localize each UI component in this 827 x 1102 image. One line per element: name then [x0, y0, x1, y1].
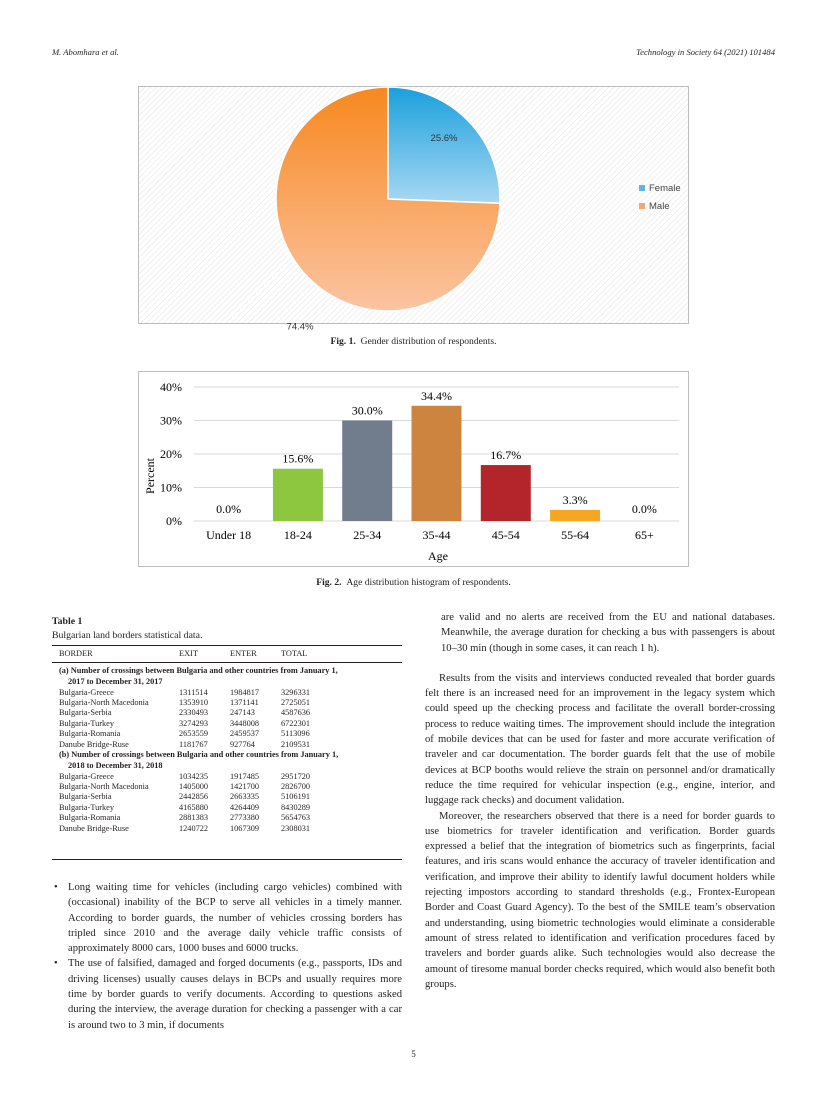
bar-55-64 [550, 510, 600, 521]
number-cell: 5113096 [281, 729, 310, 739]
column-header: ENTER [230, 649, 257, 658]
table-row [59, 719, 341, 729]
age-bar-chart [139, 372, 688, 566]
pie-label-female: 25.6% [430, 132, 458, 144]
number-cell: 1421700 [230, 782, 260, 792]
gender-pie-chart [139, 87, 688, 333]
border-cell: Bulgaria-Greece [59, 771, 114, 781]
column-header: EXIT [179, 649, 198, 658]
number-cell: 8430289 [281, 802, 311, 812]
bar-value-label: 15.6% [282, 451, 314, 466]
figure-2-frame [138, 371, 689, 567]
table-row [59, 792, 341, 802]
right-column-text [425, 610, 775, 992]
section-a-line-2: 2017 to December 31, 2017 [68, 676, 163, 686]
bar-value-label: 30.0% [351, 403, 383, 418]
running-header-authors: M. Abomhara et al. [52, 47, 119, 57]
table-header-rule [52, 662, 402, 663]
number-cell: 1984817 [230, 687, 260, 697]
figure-1-caption [0, 336, 827, 347]
running-header-journal: Technology in Society 64 (2021) 101484 [636, 47, 775, 57]
table-header-row [59, 649, 341, 659]
border-cell: Bulgaria-Romania [59, 729, 121, 739]
y-axis-label: Percent [143, 458, 157, 494]
page-number: 5 [411, 1049, 416, 1059]
number-cell: 1240722 [179, 823, 209, 833]
figure-1-caption-text: Gender distribution of respondents. [360, 336, 497, 347]
x-tick-label: 35-44 [422, 528, 451, 542]
section-b-line-2: 2018 to December 31, 2018 [68, 760, 163, 770]
bullet-icon: • [54, 958, 58, 970]
number-cell: 5106191 [281, 792, 311, 802]
table-row [59, 688, 341, 698]
column-header: BORDER [59, 649, 93, 658]
border-cell: Bulgaria-North Macedonia [59, 782, 149, 792]
table-section-b [59, 772, 341, 834]
number-cell: 3274293 [179, 718, 209, 728]
pie-label-male: 74.4% [286, 321, 314, 333]
table-row [59, 772, 341, 782]
border-cell: Bulgaria-North Macedonia [59, 698, 149, 707]
bullet-text: The use of falsified, damaged and forged documents (e.g., passports, IDs and driving licenses) usually causes delays in BCPs and usually requires more time by border guards to verify documents. According to questions asked during the interview, the average duration for checking a passenger with a car is around two to 3 min, if documents [68, 958, 402, 1031]
x-tick-label: 25-34 [353, 528, 382, 542]
table-row [59, 824, 341, 834]
table-row [59, 698, 341, 708]
y-tick-label: 30% [160, 413, 182, 428]
table-section-a-heading [59, 666, 399, 688]
y-tick-label: 0% [166, 514, 182, 528]
figure-2-caption-text: Age distribution histogram of respondents. [346, 577, 511, 588]
number-cell: 1353910 [179, 698, 209, 707]
number-cell: 4587636 [281, 708, 311, 718]
table-bottom-rule [52, 859, 402, 860]
legend-swatch-female [639, 185, 645, 191]
border-cell: Bulgaria-Romania [59, 813, 121, 823]
x-axis-label: Age [428, 549, 448, 563]
bullet-item [52, 956, 402, 1032]
legend-label-female: Female [649, 183, 681, 194]
number-cell: 4165880 [179, 802, 209, 812]
left-column-text [52, 880, 402, 1033]
table-top-rule [52, 645, 402, 646]
number-cell: 247143 [230, 708, 255, 718]
y-tick-label: 10% [160, 480, 182, 495]
border-cell: Danube Bridge-Ruse [59, 823, 129, 833]
figure-2-label: Fig. 2. [316, 577, 342, 588]
number-cell: 1917485 [230, 771, 260, 781]
section-a-line-1: (a) Number of crossings between Bulgaria and other countries from January 1, [59, 666, 338, 675]
table-1 [59, 649, 341, 659]
number-cell: 4264409 [230, 802, 260, 812]
table-row [59, 729, 341, 739]
x-tick-label: Under 18 [206, 528, 252, 542]
bullet-item [52, 880, 402, 956]
legend-swatch-male [639, 203, 645, 209]
number-cell: 2826700 [281, 782, 311, 792]
bullet-icon: • [54, 882, 58, 893]
table-row [59, 782, 341, 792]
paragraph-results: Results from the visits and interviews conducted revealed that border guards felt there is an increased need for an improvement in the legacy system which could speed up the checking process and facilitate the overall border-crossing process to reduce waiting times. The improvement should include the integration of mobile devices that can be used for faster and more accurate verification of traveler and car documentation. The border guards felt that the use of mobile devices at BCP booths would relieve the strain on personnel and/or dramatically reduce the time required for vehicular inspection (e.g., engine, interior, and luggage rack checks) and document validation. [425, 672, 775, 807]
paragraph-biometrics: Moreover, the researchers observed that there is a need for border guards to use biometrics for traveler identification and verification. Border guards expressed a belief that the integration of biometrics such as fingerprints, facial features, and iris scans would enhance the accuracy of traveler identification and verification, and improve their ability to identify lawful document holders while rejecting impostors according to standard thresholds (e.g., Frontex-European Border and Coast Guard Agency). To the best of the SMILE team’s observation and understanding, using biometric technologies would eliminate a considerable amount of stress related to identification and verification procedures faced by travelers and border guards alike. Such technologies would also decrease the amount of tiresome manual border checks required, which would also benefit both groups. [425, 810, 775, 990]
table-row [59, 740, 341, 750]
bar-value-label: 0.0% [631, 502, 657, 516]
number-cell: 1371141 [230, 698, 259, 707]
border-cell: Bulgaria-Turkey [59, 802, 114, 812]
number-cell: 6722301 [281, 718, 311, 728]
number-cell: 1405000 [179, 782, 209, 792]
number-cell: 2881383 [179, 813, 209, 823]
column-header: TOTAL [281, 649, 308, 658]
number-cell: 1181767 [179, 739, 208, 749]
table-1-body [59, 666, 399, 834]
number-cell: 3296331 [281, 687, 311, 697]
bar-value-label: 34.4% [421, 388, 452, 403]
y-tick-label: 20% [160, 447, 182, 461]
bar-35-44 [412, 406, 462, 521]
border-cell: Danube Bridge-Ruse [59, 739, 129, 749]
table-section-b-heading [59, 750, 399, 772]
x-tick-label: 65+ [634, 528, 654, 542]
number-cell: 2109531 [281, 739, 311, 749]
table-1-subtitle: Bulgarian land borders statistical data. [52, 630, 203, 641]
bar-45-54 [481, 465, 531, 521]
number-cell: 2725051 [281, 698, 311, 707]
table-row [59, 708, 341, 718]
number-cell: 2773380 [230, 813, 260, 823]
number-cell: 5654763 [281, 813, 311, 823]
border-cell: Bulgaria-Serbia [59, 792, 112, 802]
bar-18-24 [273, 469, 323, 521]
border-cell: Bulgaria-Serbia [59, 708, 112, 718]
number-cell: 2442856 [179, 792, 209, 802]
number-cell: 2459537 [230, 729, 260, 739]
bar-value-label: 3.3% [562, 492, 588, 507]
number-cell: 1034235 [179, 771, 209, 781]
section-b-line-1: (b) Number of crossings between Bulgaria and other countries from January 1, [59, 750, 339, 760]
number-cell: 2330493 [179, 708, 209, 718]
bar-25-34 [342, 421, 392, 522]
x-tick-label: 18-24 [283, 528, 312, 542]
number-cell: 2663335 [230, 792, 260, 802]
figure-1-label: Fig. 1. [330, 336, 356, 347]
figure-2-caption [0, 577, 827, 588]
number-cell: 927764 [230, 739, 255, 749]
bullet-text: Long waiting time for vehicles (including cargo vehicles) combined with (occasional) inability of the BCP to serve all vehicles in a timely manner. According to border guards, the number of vehicles crossing borders has tripled since 2010 and the average daily vehicle traffic consists of approximately 8000 cars, 1000 buses and 6000 trucks. [68, 882, 402, 955]
x-tick-label: 45-54 [491, 528, 520, 542]
number-cell: 1311514 [179, 687, 208, 697]
bar-value-label: 0.0% [216, 502, 242, 516]
number-cell: 2951720 [281, 771, 311, 781]
border-cell: Bulgaria-Turkey [59, 718, 114, 728]
table-1-title: Table 1 [52, 616, 83, 627]
number-cell: 2308031 [281, 823, 311, 833]
figure-1-frame [138, 86, 689, 333]
table-section-a [59, 688, 341, 750]
legend-label-male: Male [649, 201, 670, 212]
continuation-paragraph: are valid and no alerts are received from the EU and national databases. Meanwhile, the average duration for checking a bus with passengers is about 10–30 min (though in some cases, it can reach 1 h). [441, 612, 775, 654]
number-cell: 2653559 [179, 729, 209, 739]
y-tick-label: 40% [160, 380, 182, 394]
x-tick-label: 55-64 [561, 528, 590, 542]
number-cell: 1067309 [230, 823, 260, 833]
table-row [59, 803, 341, 813]
number-cell: 3448008 [230, 718, 260, 728]
table-row [59, 813, 341, 823]
border-cell: Bulgaria-Greece [59, 687, 114, 697]
bar-value-label: 16.7% [490, 448, 522, 463]
